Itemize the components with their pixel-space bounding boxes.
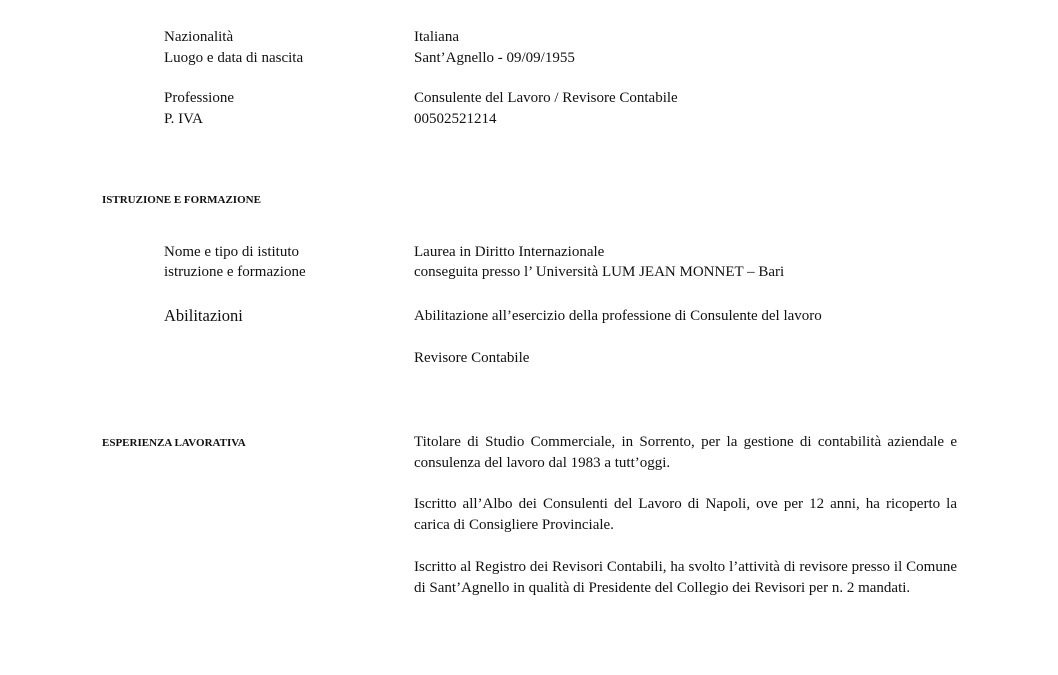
experience-paragraph-revisori: Iscritto al Registro dei Revisori Contabili, ha svolto l’attività di revisore presso il Comune di Sant’Agnello in qualità di Presidente del Collegio dei Revisori per n. 2 mandati. [414, 559, 957, 596]
work-experience-heading: ESPERIENZA LAVORATIVA [102, 437, 246, 449]
institute-label-line1: Nome e tipo di istituto [164, 244, 299, 260]
qualification-revisore: Revisore Contabile [414, 350, 530, 366]
profession-value: Consulente del Lavoro / Revisore Contabile [414, 90, 678, 106]
education-heading: ISTRUZIONE E FORMAZIONE [102, 194, 261, 206]
birth-value: Sant’Agnello - 09/09/1955 [414, 50, 575, 66]
birth-label: Luogo e data di nascita [164, 50, 304, 66]
profession-label: Professione [164, 90, 234, 106]
vat-label: P. IVA [164, 111, 203, 127]
qualifications-label: Abilitazioni [164, 306, 243, 325]
institute-value-line1: Laurea in Diritto Internazionale [414, 244, 605, 260]
nationality-label: Nazionalità [164, 29, 234, 45]
experience-paragraph-studio: Titolare di Studio Commerciale, in Sorrento, per la gestione di contabilità aziendale e consulenza del lavoro dal 1983 a tutt’oggi. [414, 434, 957, 471]
qualification-consulente: Abilitazione all’esercizio della professione di Consulente del lavoro [414, 308, 822, 324]
institute-label-line2: istruzione e formazione [164, 264, 306, 280]
institute-value-line2: conseguita presso l’ Università LUM JEAN MONNET – Bari [414, 264, 785, 280]
nationality-value: Italiana [414, 29, 459, 45]
vat-value: 00502521214 [414, 111, 497, 127]
experience-paragraph-albo: Iscritto all’Albo dei Consulenti del Lavoro di Napoli, ove per 12 anni, ha ricoperto la carica di Consigliere Provinciale. [414, 496, 957, 533]
